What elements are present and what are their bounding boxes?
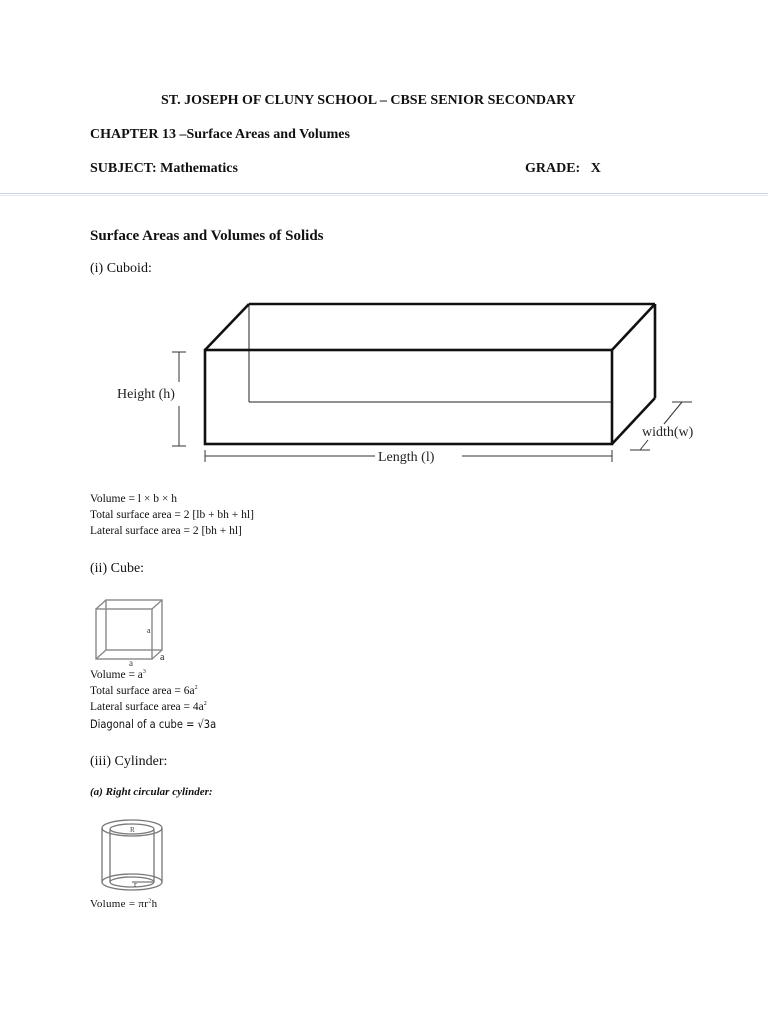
cylinder-diagram xyxy=(90,816,170,898)
cube-diagonal-formula: Diagonal of a cube = √3a xyxy=(90,717,217,731)
cube-label-inner: a xyxy=(147,626,151,635)
cube-diagram xyxy=(90,592,180,668)
cube-label-bottom: a xyxy=(129,658,133,668)
length-label: Length (l) xyxy=(378,450,435,465)
cylinder-subheading: (a) Right circular cylinder: xyxy=(90,786,213,798)
cube-label-right: a xyxy=(160,652,165,663)
height-label: Height (h) xyxy=(117,387,175,402)
cuboid-diagram xyxy=(0,290,768,470)
cube-lsa-formula: Lateral surface area = $4a^2$ xyxy=(90,701,207,713)
school-title: ST. JOSEPH OF CLUNY SCHOOL – CBSE SENIOR SECONDARY xyxy=(161,93,576,108)
cylinder-heading: (iii) Cylinder: xyxy=(90,754,168,769)
cuboid-heading: (i) Cuboid: xyxy=(90,261,152,276)
grade-label: GRADE: X xyxy=(525,161,601,176)
width-label: width(w) xyxy=(642,425,694,440)
chapter-title: CHAPTER 13 –Surface Areas and Volumes xyxy=(90,127,350,142)
cube-heading: (ii) Cube: xyxy=(90,561,145,576)
cuboid-volume-formula: Volume = l × b × h xyxy=(90,493,177,505)
cylinder-label-bottom: r xyxy=(134,880,137,889)
header-divider xyxy=(0,193,768,196)
cuboid-lsa-formula: Lateral surface area = 2 [bh + hl] xyxy=(90,525,242,537)
section-title: Surface Areas and Volumes of Solids xyxy=(90,228,324,244)
cube-tsa-formula: Total surface area = $6a^2$ xyxy=(90,685,198,697)
cylinder-volume-formula: Volume = $\pi r^2h$ xyxy=(90,898,158,910)
subject-label: SUBJECT: Mathematics xyxy=(90,161,238,176)
cylinder-label-top: R xyxy=(130,826,135,834)
cuboid-tsa-formula: Total surface area = 2 [lb + bh + hl] xyxy=(90,509,254,521)
cube-volume-formula: Volume = $a^3$ xyxy=(90,669,146,681)
